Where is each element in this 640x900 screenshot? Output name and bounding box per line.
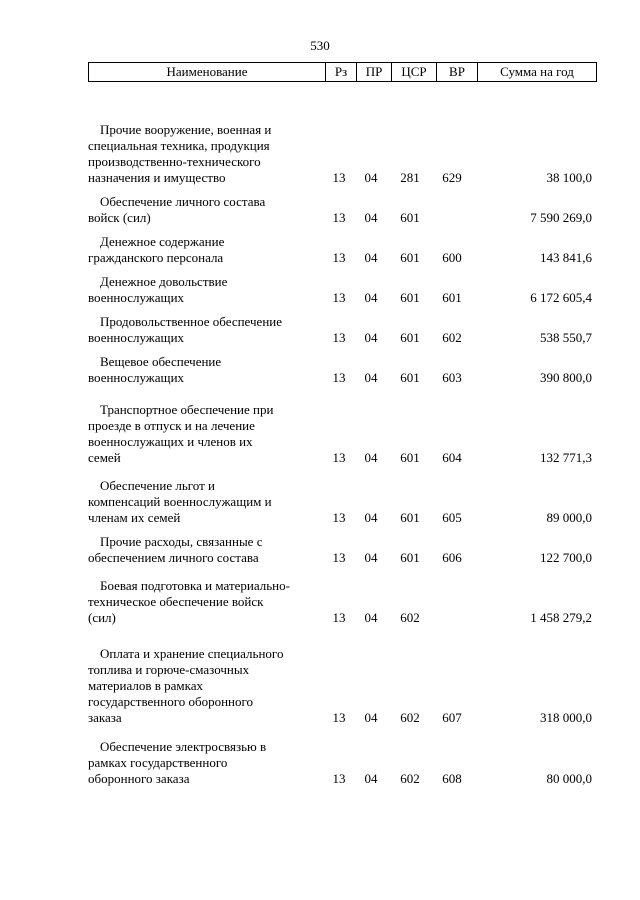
row-vr: 629 — [442, 170, 462, 185]
row-sum: 89 000,0 — [546, 510, 592, 525]
row-rz: 13 — [332, 290, 346, 305]
row-name: Боевая подготовка и материально- техническое обеспечение войск (сил) — [88, 578, 290, 625]
row-csr: 602 — [400, 610, 420, 625]
row-name: Транспортное обеспечение при проезде в отпуск и на лечение военнослужащих и членов их семей — [88, 402, 274, 465]
row-pr: 04 — [364, 290, 378, 305]
row-name: Продовольственное обеспечение военнослужащих — [88, 314, 282, 345]
row-pr: 04 — [364, 210, 378, 225]
header-vr: ВР — [437, 63, 478, 82]
row-rz: 13 — [332, 550, 346, 565]
row-csr: 602 — [400, 710, 420, 725]
table-row — [88, 351, 596, 386]
table-row — [88, 398, 596, 466]
row-name: Денежное содержание гражданского персонала — [88, 234, 225, 265]
row-rz: 13 — [332, 450, 346, 465]
row-pr: 04 — [364, 250, 378, 265]
page-number: 530 — [310, 38, 330, 53]
row-vr: 605 — [442, 510, 462, 525]
row-csr: 601 — [400, 370, 420, 385]
row-sum: 1 458 279,2 — [530, 610, 592, 625]
row-vr: 606 — [442, 550, 462, 565]
table-row — [88, 116, 596, 186]
row-sum: 318 000,0 — [540, 710, 592, 725]
row-name: Обеспечение личного состава войск (сил) — [88, 194, 266, 225]
row-name: Прочие расходы, связанные с обеспечением личного состава — [88, 534, 263, 565]
header-pr: ПР — [357, 63, 392, 82]
row-csr: 601 — [400, 450, 420, 465]
row-vr: 600 — [442, 250, 462, 265]
table-row — [88, 231, 596, 266]
row-sum: 122 700,0 — [540, 550, 592, 565]
row-pr: 04 — [364, 450, 378, 465]
row-vr: 603 — [442, 370, 462, 385]
row-pr: 04 — [364, 610, 378, 625]
row-sum: 538 550,7 — [540, 330, 592, 345]
table-header — [88, 62, 597, 82]
table-row — [88, 191, 596, 226]
row-rz: 13 — [332, 330, 346, 345]
row-pr: 04 — [364, 370, 378, 385]
header-csr: ЦСР — [392, 63, 437, 82]
row-pr: 04 — [364, 330, 378, 345]
row-name: Прочие вооружение, военная и специальная техника, продукция производственно-технического назначения и имущество — [88, 122, 272, 185]
table-row — [88, 271, 596, 306]
row-csr: 601 — [400, 550, 420, 565]
row-rz: 13 — [332, 250, 346, 265]
row-name: Обеспечение льгот и компенсаций военнослужащим и членам их семей — [88, 478, 272, 525]
table-row — [88, 311, 596, 346]
row-sum: 132 771,3 — [540, 450, 592, 465]
row-csr: 601 — [400, 510, 420, 525]
row-rz: 13 — [332, 370, 346, 385]
row-name: Вещевое обеспечение военнослужащих — [88, 354, 222, 385]
row-name: Денежное довольствие военнослужащих — [88, 274, 228, 305]
row-rz: 13 — [332, 610, 346, 625]
row-pr: 04 — [364, 550, 378, 565]
row-vr: 607 — [442, 710, 462, 725]
row-name: Обеспечение электросвязью в рамках государственного оборонного заказа — [88, 739, 267, 786]
row-rz: 13 — [332, 771, 346, 786]
header-rz: Рз — [326, 63, 357, 82]
table-row — [88, 641, 596, 726]
row-sum: 7 590 269,0 — [530, 210, 592, 225]
table-row — [88, 575, 596, 626]
row-sum: 80 000,0 — [546, 771, 592, 786]
row-sum: 390 800,0 — [540, 370, 592, 385]
row-vr: 604 — [442, 450, 462, 465]
row-pr: 04 — [364, 771, 378, 786]
row-rz: 13 — [332, 210, 346, 225]
row-csr: 601 — [400, 290, 420, 305]
table-row — [88, 475, 596, 526]
header-name: Наименование — [89, 63, 326, 82]
row-pr: 04 — [364, 510, 378, 525]
row-sum: 38 100,0 — [546, 170, 592, 185]
row-vr: 601 — [442, 290, 462, 305]
row-rz: 13 — [332, 170, 346, 185]
row-csr: 601 — [400, 250, 420, 265]
table-row — [88, 531, 596, 566]
row-vr: 602 — [442, 330, 462, 345]
row-rz: 13 — [332, 510, 346, 525]
row-vr: 608 — [442, 771, 462, 786]
row-csr: 602 — [400, 771, 420, 786]
row-csr: 601 — [400, 330, 420, 345]
row-sum: 143 841,6 — [540, 250, 592, 265]
row-pr: 04 — [364, 710, 378, 725]
table-row — [88, 736, 596, 787]
row-rz: 13 — [332, 710, 346, 725]
row-pr: 04 — [364, 170, 378, 185]
row-csr: 281 — [400, 170, 420, 185]
row-sum: 6 172 605,4 — [530, 290, 592, 305]
header-sum: Сумма на год — [478, 63, 597, 82]
row-csr: 601 — [400, 210, 420, 225]
row-name: Оплата и хранение специального топлива и горюче-смазочных материалов в рамках государственного оборонного заказа — [88, 646, 284, 725]
